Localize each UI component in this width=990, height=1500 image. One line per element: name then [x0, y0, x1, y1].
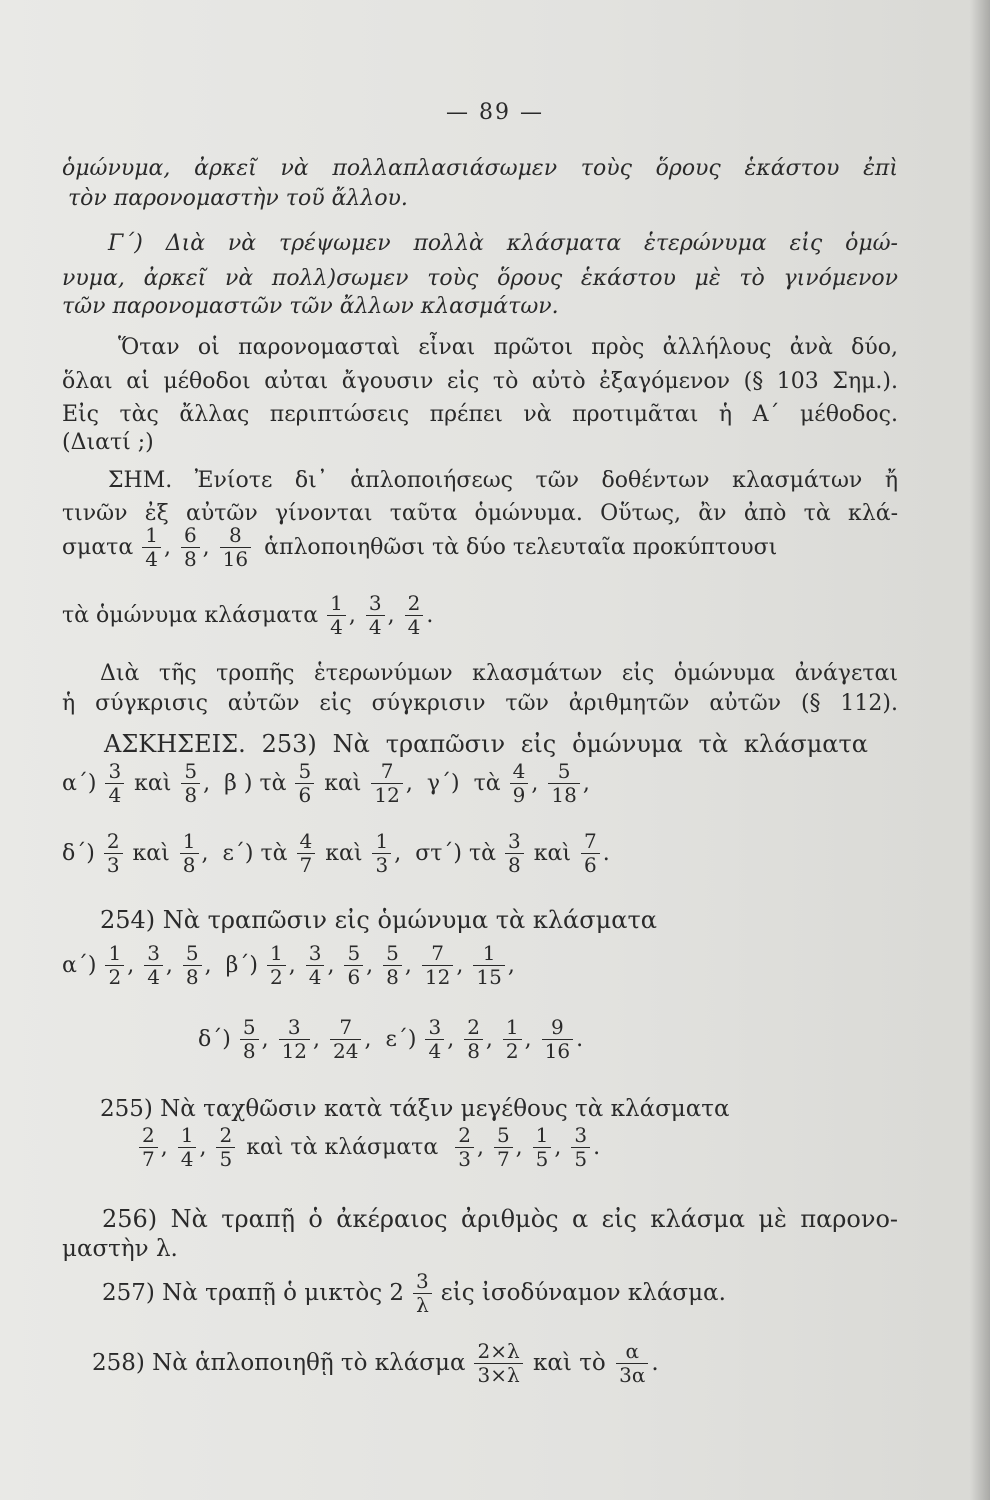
numerator: 3: [571, 1124, 590, 1148]
separator: ,: [160, 1134, 175, 1160]
separator: ,: [202, 534, 217, 560]
denominator: 3×λ: [477, 1363, 520, 1387]
fraction: [105, 942, 124, 989]
separator: ,: [524, 1026, 539, 1052]
word-kai: καὶ: [127, 770, 179, 796]
numerator: 6: [181, 524, 200, 548]
numerator: 1: [503, 1016, 522, 1040]
text-line: ὁμώνυμα, ἀρκεῖ νὰ πολλαπλασιάσωμεν τοὺς ὅρους ἑκάστου ἐπὶ: [62, 156, 898, 181]
note-fraction-line: [62, 524, 898, 571]
fraction: [455, 1124, 474, 1171]
item-label: δ΄): [62, 840, 95, 866]
exercise-256-line: 256) Νὰ τραπῇ ὁ ἀκέραιος ἀριθμὸς α εἰς κλάσμα μὲ παρονο-: [102, 1205, 898, 1233]
denominator: 4: [407, 615, 421, 639]
item-label: β ): [224, 770, 253, 796]
text-line: τὸν παρονομαστὴν τοῦ ἄλλου.: [68, 186, 408, 211]
numerator: 1: [142, 524, 161, 548]
text-line: Γ΄) Διὰ νὰ τρέψωμεν πολλὰ κλάσματα ἑτερώνυμα εἰς ὁμώ-: [108, 231, 898, 256]
text-segment: καὶ τὰ κλάσματα: [246, 1134, 439, 1160]
fraction: [104, 830, 123, 877]
denominator: 8: [467, 1039, 480, 1063]
separator: ,: [515, 1134, 530, 1160]
numerator: 3: [306, 942, 325, 966]
word: τὰ: [259, 770, 287, 796]
denominator: 7: [496, 1147, 510, 1171]
text-line: Διὰ τῆς τροπῆς ἑτερωνύμων κλασμάτων εἰς ὁμώνυμα ἀνάγεται: [100, 661, 898, 686]
numerator: 5: [494, 1124, 513, 1148]
separator: ,: [163, 534, 178, 560]
fraction: [297, 830, 316, 877]
separator: ,: [327, 952, 342, 978]
exercise-253-row: [62, 830, 898, 877]
numerator: 3: [279, 1016, 310, 1040]
denominator: 8: [508, 853, 521, 877]
fraction: [410, 1270, 435, 1317]
numerator: 3: [505, 830, 524, 854]
word-kai: καὶ: [526, 840, 578, 866]
fractions-a: [102, 760, 210, 807]
word-kai-to: καὶ τὸ: [525, 1350, 614, 1376]
punctuation: ,: [201, 840, 209, 866]
exercise-258: [92, 1340, 898, 1387]
fraction: [474, 1340, 522, 1387]
note-text: τὰ ὁμώνυμα κλάσματα: [62, 602, 319, 628]
exercise-257: [102, 1270, 898, 1317]
numerator: 3: [366, 592, 385, 616]
text-line: Εἰς τὰς ἄλλας περιπτώσεις πρέπει νὰ προτιμᾶται ἡ Α΄ μέθοδος.: [62, 402, 898, 427]
numerator: 2: [405, 592, 424, 616]
word: τὰ: [473, 770, 501, 796]
note-fraction-line: [62, 592, 898, 639]
denominator: 6: [298, 783, 312, 807]
exercise-255-heading: 255) Νὰ ταχθῶσιν κατὰ τάξιν μεγέθους τὰ κλάσματα: [100, 1096, 730, 1122]
numerator: 2: [455, 1124, 474, 1148]
numerator: 5: [240, 1016, 259, 1040]
fraction: [105, 760, 124, 807]
punctuation: ,: [405, 770, 413, 796]
fraction: [422, 942, 453, 989]
fraction: [180, 830, 199, 877]
fraction: [371, 760, 402, 807]
same-denominator-fractions: [324, 592, 433, 639]
punctuation: ,: [364, 1026, 372, 1052]
fractions-a: [136, 1124, 238, 1171]
item-label: α΄): [62, 770, 97, 796]
fraction: [344, 942, 363, 989]
numerator: 5: [181, 760, 200, 784]
text-line: νυμα, ἀρκεῖ νὰ πολλ)σωμεν τοὺς ὅρους ἑκάστου μὲ τὸ γινόμενον: [62, 266, 898, 291]
fraction: [220, 524, 251, 571]
denominator: 4: [145, 547, 158, 571]
item-label: στ΄): [415, 840, 462, 866]
word: τὰ: [260, 840, 288, 866]
numerator: 3: [425, 1016, 444, 1040]
separator: ,: [313, 1026, 328, 1052]
word-kai: καὶ: [317, 770, 369, 796]
separator: ,: [485, 1026, 500, 1052]
denominator: 12: [281, 1039, 308, 1063]
text-segment: 257) Νὰ τραπῇ ὁ μικτὸς 2: [102, 1280, 405, 1306]
numerator: 2: [464, 1016, 483, 1040]
denominator: 3α: [619, 1363, 646, 1387]
separator: ,: [447, 1026, 462, 1052]
denominator: 8: [184, 783, 198, 807]
fraction: [494, 1124, 513, 1171]
fraction: [505, 830, 524, 877]
fraction: [139, 1124, 158, 1171]
note-text: σματα: [62, 534, 134, 560]
fractions-b: [452, 1124, 600, 1171]
denominator: 4: [108, 783, 122, 807]
separator: ,: [476, 1134, 491, 1160]
numerator: 5: [295, 760, 314, 784]
numerator: 3: [105, 760, 124, 784]
separator: ,: [288, 952, 303, 978]
exercise-253-heading: ΑΣΚΗΣΕΙΣ. 253) Νὰ τραπῶσιν εἰς ὁμώνυμα τὰ κλάσματα: [104, 730, 868, 758]
word-kai: καὶ: [125, 840, 177, 866]
denominator: 5: [535, 1147, 549, 1171]
separator: ,: [127, 952, 142, 978]
numerator: 5: [344, 942, 363, 966]
denominator: 5: [574, 1147, 588, 1171]
numerator: 1: [372, 830, 391, 854]
denominator: 2: [108, 965, 122, 989]
fraction: [240, 1016, 259, 1063]
denominator: 6: [347, 965, 361, 989]
separator: ,: [554, 1134, 569, 1160]
fraction: [267, 942, 286, 989]
note-line: ΣΗΜ. Ἐνίοτε δι᾽ ἁπλοποιήσεως τῶν δοθέντων κλασμάτων ἤ: [108, 468, 898, 493]
denominator: 8: [183, 547, 197, 571]
fraction: [183, 942, 202, 989]
punctuation: .: [426, 602, 434, 628]
numerator: 2: [216, 1124, 235, 1148]
fraction: [510, 760, 529, 807]
fractions-d: [237, 1016, 372, 1063]
denominator: 8: [182, 853, 196, 877]
fraction: [548, 760, 579, 807]
punctuation: .: [602, 840, 610, 866]
text-line: ἡ σύγκρισις αὐτῶν εἰς σύγκρισιν τῶν ἀριθμητῶν αὐτῶν (§ 112).: [62, 691, 898, 716]
denominator: 2: [269, 965, 283, 989]
denominator: 8: [185, 965, 199, 989]
text-line: Ὅταν οἱ παρονομασταὶ εἶναι πρῶτοι πρὸς ἀλλήλους ἀνὰ δύο,: [118, 335, 898, 360]
fraction: [571, 1124, 590, 1171]
punctuation: ,: [394, 840, 402, 866]
denominator: 16: [544, 1039, 571, 1063]
exercise-255-row: [130, 1124, 898, 1171]
denominator: 4: [147, 965, 160, 989]
fraction: [473, 942, 504, 989]
numerator: 5: [183, 942, 202, 966]
fraction: [383, 942, 402, 989]
text-line: ὅλαι αἱ μέθοδοι αὐται ἄγουσιν εἰς τὸ αὐτὸ ἐξαγόμενον (§ 103 Σημ.).: [62, 369, 898, 394]
exercise-254-row: [62, 942, 898, 989]
numerator: 1: [180, 830, 199, 854]
separator: ,: [348, 602, 363, 628]
numerator: 8: [220, 524, 251, 548]
numerator: 1: [533, 1124, 552, 1148]
denominator: 16: [222, 547, 249, 571]
denominator: 4: [330, 615, 343, 639]
numerator: 5: [548, 760, 579, 784]
numerator: 5: [383, 942, 402, 966]
numerator: 3: [144, 942, 163, 966]
exercise-254-row: [198, 1016, 898, 1063]
numerator: 1: [473, 942, 504, 966]
punctuation: ,: [204, 952, 212, 978]
numerator: 4: [297, 830, 316, 854]
numerator: 1: [178, 1124, 197, 1148]
fraction: [178, 1124, 197, 1171]
item-label: γ΄): [426, 770, 460, 796]
denominator: 12: [374, 783, 400, 807]
fractions: [471, 1340, 658, 1387]
punctuation: .: [576, 1026, 584, 1052]
punctuation: ,: [203, 770, 211, 796]
exercise-253-row: [62, 760, 898, 807]
item-label: β΄): [225, 952, 258, 978]
denominator: 3: [375, 853, 389, 877]
denominator: 7: [142, 1147, 155, 1171]
denominator: 15: [476, 965, 502, 989]
numerator: 2×λ: [474, 1340, 522, 1364]
item-label: α΄): [62, 952, 97, 978]
denominator: λ: [416, 1293, 429, 1317]
fraction: [327, 592, 346, 639]
exercise-254-heading: 254) Νὰ τραπῶσιν εἰς ὁμώνυμα τὰ κλάσματα: [100, 906, 657, 934]
punctuation: .: [651, 1350, 659, 1376]
denominator: 8: [386, 965, 399, 989]
item-label: ε΄): [385, 1026, 417, 1052]
fraction: [542, 1016, 573, 1063]
numerator: 7: [330, 1016, 361, 1040]
denominator: 4: [308, 965, 322, 989]
numerator: α: [616, 1340, 648, 1364]
fraction: [581, 830, 600, 877]
fraction: [144, 942, 163, 989]
note-line: τινῶν ἐξ αὐτῶν γίνονται ταῦτα ὁμώνυμα. Οὕτως, ἂν ἀπὸ τὰ κλά-: [62, 501, 898, 526]
denominator: 3: [106, 853, 120, 877]
denominator: 4: [428, 1039, 442, 1063]
fractions-e: [294, 830, 402, 877]
fraction: [533, 1124, 552, 1171]
fractions-b: [264, 942, 515, 989]
fraction: [366, 592, 385, 639]
fraction: [616, 1340, 648, 1387]
fraction: [181, 524, 200, 571]
fractions-st: [502, 830, 610, 877]
separator: ,: [366, 952, 381, 978]
separator: ,: [531, 770, 546, 796]
numerator: 2: [139, 1124, 158, 1148]
numerator: 1: [105, 942, 124, 966]
denominator: 24: [333, 1039, 359, 1063]
numerator: 1: [267, 942, 286, 966]
fraction: [425, 1016, 444, 1063]
fraction: [181, 760, 200, 807]
fraction: [295, 760, 314, 807]
separator: ,: [456, 952, 471, 978]
text-segment: 258) Νὰ ἁπλοποιηθῇ τὸ κλάσμα: [92, 1350, 466, 1376]
fractions-a: [102, 942, 211, 989]
note-fractions: [139, 524, 254, 571]
text-segment: εἰς ἰσοδύναμον κλάσμα.: [440, 1280, 726, 1306]
separator: ,: [387, 602, 402, 628]
separator: ,: [165, 952, 180, 978]
separator: ,: [261, 1026, 276, 1052]
text-line: (Διατί ;): [62, 430, 154, 455]
denominator: 12: [424, 965, 451, 989]
denominator: 2: [505, 1039, 519, 1063]
denominator: 8: [242, 1039, 256, 1063]
separator: ,: [199, 1134, 214, 1160]
word-kai: καὶ: [318, 840, 370, 866]
denominator: 6: [583, 853, 597, 877]
fraction: [306, 942, 325, 989]
fraction: [330, 1016, 361, 1063]
fraction: [142, 524, 161, 571]
denominator: 5: [219, 1147, 233, 1171]
fractions-b: [292, 760, 412, 807]
numerator: 7: [371, 760, 402, 784]
denominator: 4: [180, 1147, 194, 1171]
denominator: 7: [299, 853, 313, 877]
item-label: ε΄): [222, 840, 254, 866]
fraction: [413, 1270, 432, 1317]
numerator: 2: [104, 830, 123, 854]
numerator: 1: [327, 592, 346, 616]
numerator: 7: [422, 942, 453, 966]
exercise-256-line: μαστὴν λ.: [62, 1236, 178, 1262]
denominator: 9: [512, 783, 526, 807]
fractions-d: [101, 830, 209, 877]
denominator: 4: [368, 615, 382, 639]
denominator: 3: [458, 1147, 471, 1171]
punctuation: ,: [507, 952, 515, 978]
fraction: [405, 592, 424, 639]
fraction: [216, 1124, 235, 1171]
item-label: δ΄): [198, 1026, 231, 1052]
separator: ,: [404, 952, 419, 978]
note-text: ἁπλοποιηθῶσι τὰ δύο τελευταῖα προκύπτουσι: [264, 534, 778, 560]
fractions-c: [507, 760, 590, 807]
numerator: 4: [510, 760, 529, 784]
punctuation: .: [593, 1134, 601, 1160]
fraction: [372, 830, 391, 877]
text-line: τῶν παρονομαστῶν τῶν ἄλλων κλασμάτων.: [62, 294, 559, 319]
word: τὰ: [469, 840, 497, 866]
punctuation: ,: [582, 770, 590, 796]
numerator: 9: [542, 1016, 573, 1040]
fraction: [464, 1016, 483, 1063]
page-number: — 89 —: [446, 100, 544, 125]
fraction: [503, 1016, 522, 1063]
numerator: 3: [413, 1270, 432, 1294]
fraction: [279, 1016, 310, 1063]
denominator: 18: [551, 783, 577, 807]
numerator: 7: [581, 830, 600, 854]
fractions-e: [422, 1016, 583, 1063]
